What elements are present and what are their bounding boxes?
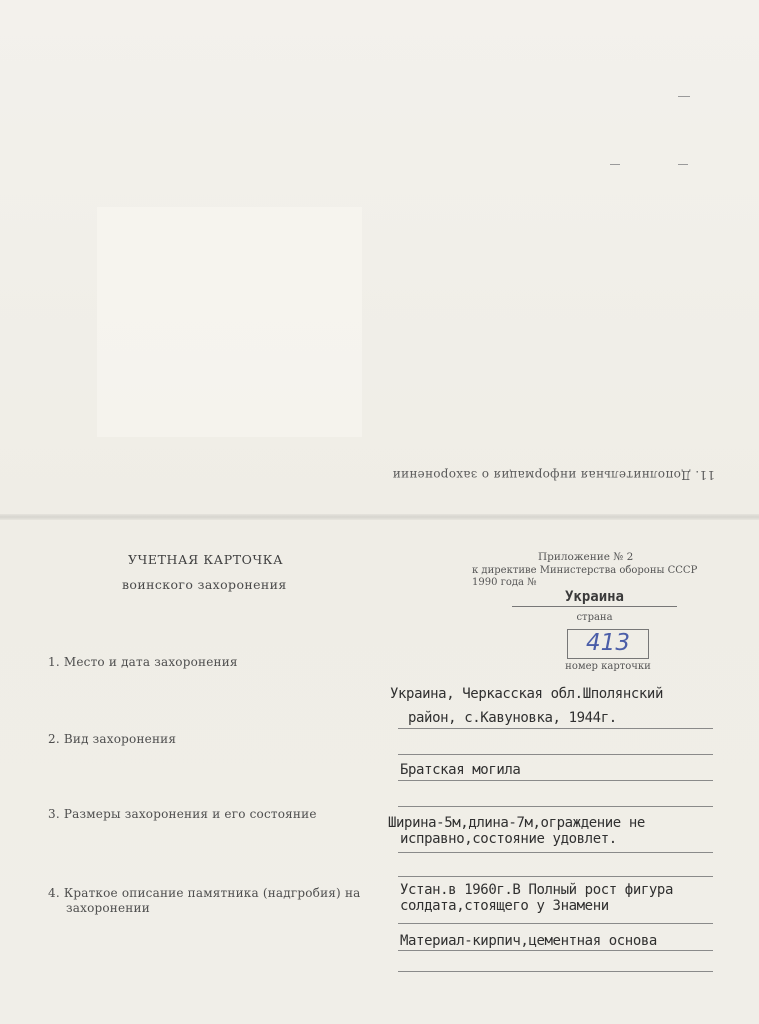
card-number-caption: номер карточки [565,661,651,672]
burial-size-value-line1: Ширина-5м,длина-7м,ограждение не [388,815,645,831]
field-rule [398,971,713,972]
field-label-burial-size: 3. Размеры захоронения и его состояние [48,807,317,821]
burial-place-value-line2: район, с.Кавуновка, 1944г. [408,710,617,726]
field-rule [398,852,713,853]
monument-value-line3: Материал-кирпич,цементная основа [400,933,657,949]
country-value: Украина [564,589,624,605]
field-label-monument: 4. Краткое описание памятника (надгробия) на [48,886,361,900]
field-rule [398,950,713,951]
pencil-mark [678,164,688,165]
field-rule [398,780,713,781]
field-rule [398,754,713,755]
page-fold [0,514,759,520]
country-caption: страна [576,612,613,623]
faded-photo-area [97,207,362,437]
monument-value-line1: Устан.в 1960г.В Полный рост фигура [400,882,673,898]
card-number: 413 [586,630,630,656]
card-title: УЧЕТНАЯ КАРТОЧКА [128,552,284,567]
field-rule [398,806,713,807]
burial-type-value: Братская могила [400,762,521,778]
field-rule [398,923,713,924]
burial-place-value-line1: Украина, Черкасская обл.Шполянский [390,686,663,702]
field-label-burial-type: 2. Вид захоронения [48,732,177,746]
field-rule [398,876,713,877]
country-underline [512,606,677,607]
field-label-monument-cont: захоронении [66,901,150,915]
card-subtitle: воинского захоронения [122,577,287,592]
field-rule [398,728,713,729]
additional-info-heading: 11. Дополнительная информация о захоронении [392,468,715,482]
appendix-label: Приложение № 2 [538,551,634,563]
pencil-mark [610,164,620,165]
monument-value-line2: солдата,стоящего у Знамени [400,898,609,914]
burial-size-value-line2: исправно,состояние удовлет. [400,831,617,847]
appendix-directive: к директиве Министерства обороны СССР [472,565,698,576]
pencil-mark [678,96,690,97]
appendix-year: 1990 года № [472,577,537,588]
field-label-burial-place: 1. Место и дата захоронения [48,655,238,669]
